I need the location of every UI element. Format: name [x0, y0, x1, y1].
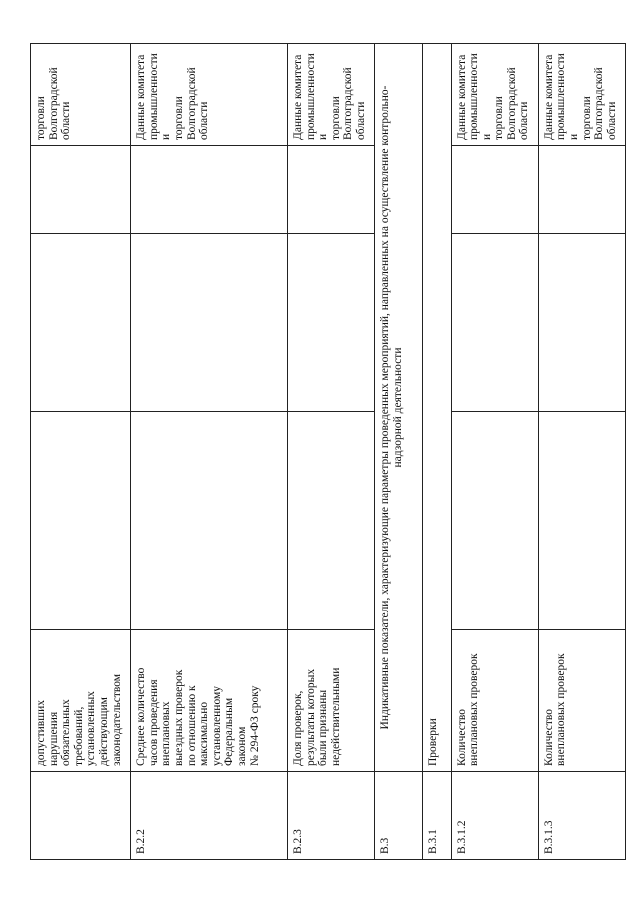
empty-cell [131, 412, 288, 630]
indicator-name: Количество внеплановых проверок [451, 630, 538, 772]
indicator-name: допустивших нарушения обязательных требований, установленных действующим законодательством [31, 630, 131, 772]
row-code: В.3 [375, 772, 422, 860]
row-code: В.3.1.3 [538, 772, 625, 860]
empty-cell [31, 234, 131, 412]
table-row [538, 44, 625, 860]
row-code [31, 772, 131, 860]
empty-cell [451, 412, 538, 630]
indicator-name: Количество внеплановых проверок [538, 630, 625, 772]
row-code: В.3.1.2 [451, 772, 538, 860]
rotated-page [30, 44, 626, 860]
row-code: В.3.1 [422, 772, 451, 860]
empty-cell [451, 234, 538, 412]
section-row [422, 44, 451, 860]
section-row [375, 44, 422, 860]
row-code: В.2.3 [287, 772, 374, 860]
empty-cell [538, 146, 625, 234]
empty-cell [287, 412, 374, 630]
section-heading: Индикативные показатели, характеризующие параметры проведенных мероприятий, направленных на осуществление контрольно- надзорной деятельности [375, 44, 422, 772]
table-row [31, 44, 131, 860]
table-row [451, 44, 538, 860]
empty-cell [131, 146, 288, 234]
empty-cell [287, 146, 374, 234]
table-row [287, 44, 374, 860]
row-code: В.2.2 [131, 772, 288, 860]
data-source: торговли Волгоградской области [31, 44, 131, 146]
indicator-name: Доля проверок, результаты которых были признаны недействительными [287, 630, 374, 772]
indicator-name: Среднее количество часов проведения внеплановых выездных проверок по отношению к максимально установленному Федеральным законом № 294-ФЗ сроку [131, 630, 288, 772]
empty-cell [31, 146, 131, 234]
empty-cell [538, 234, 625, 412]
empty-cell [131, 234, 288, 412]
indicators-table [30, 43, 626, 860]
table-row [131, 44, 288, 860]
empty-cell [451, 146, 538, 234]
data-source: Данные комитета промышленности и торговли Волгоградской области [131, 44, 288, 146]
data-source: Данные комитета промышленности и торговли Волгоградской области [538, 44, 625, 146]
data-source: Данные комитета промышленности и торговли Волгоградской области [451, 44, 538, 146]
data-source: Данные комитета промышленности и торговли Волгоградской области [287, 44, 374, 146]
empty-cell [538, 412, 625, 630]
section-heading: Проверки [422, 44, 451, 772]
empty-cell [31, 412, 131, 630]
empty-cell [287, 234, 374, 412]
